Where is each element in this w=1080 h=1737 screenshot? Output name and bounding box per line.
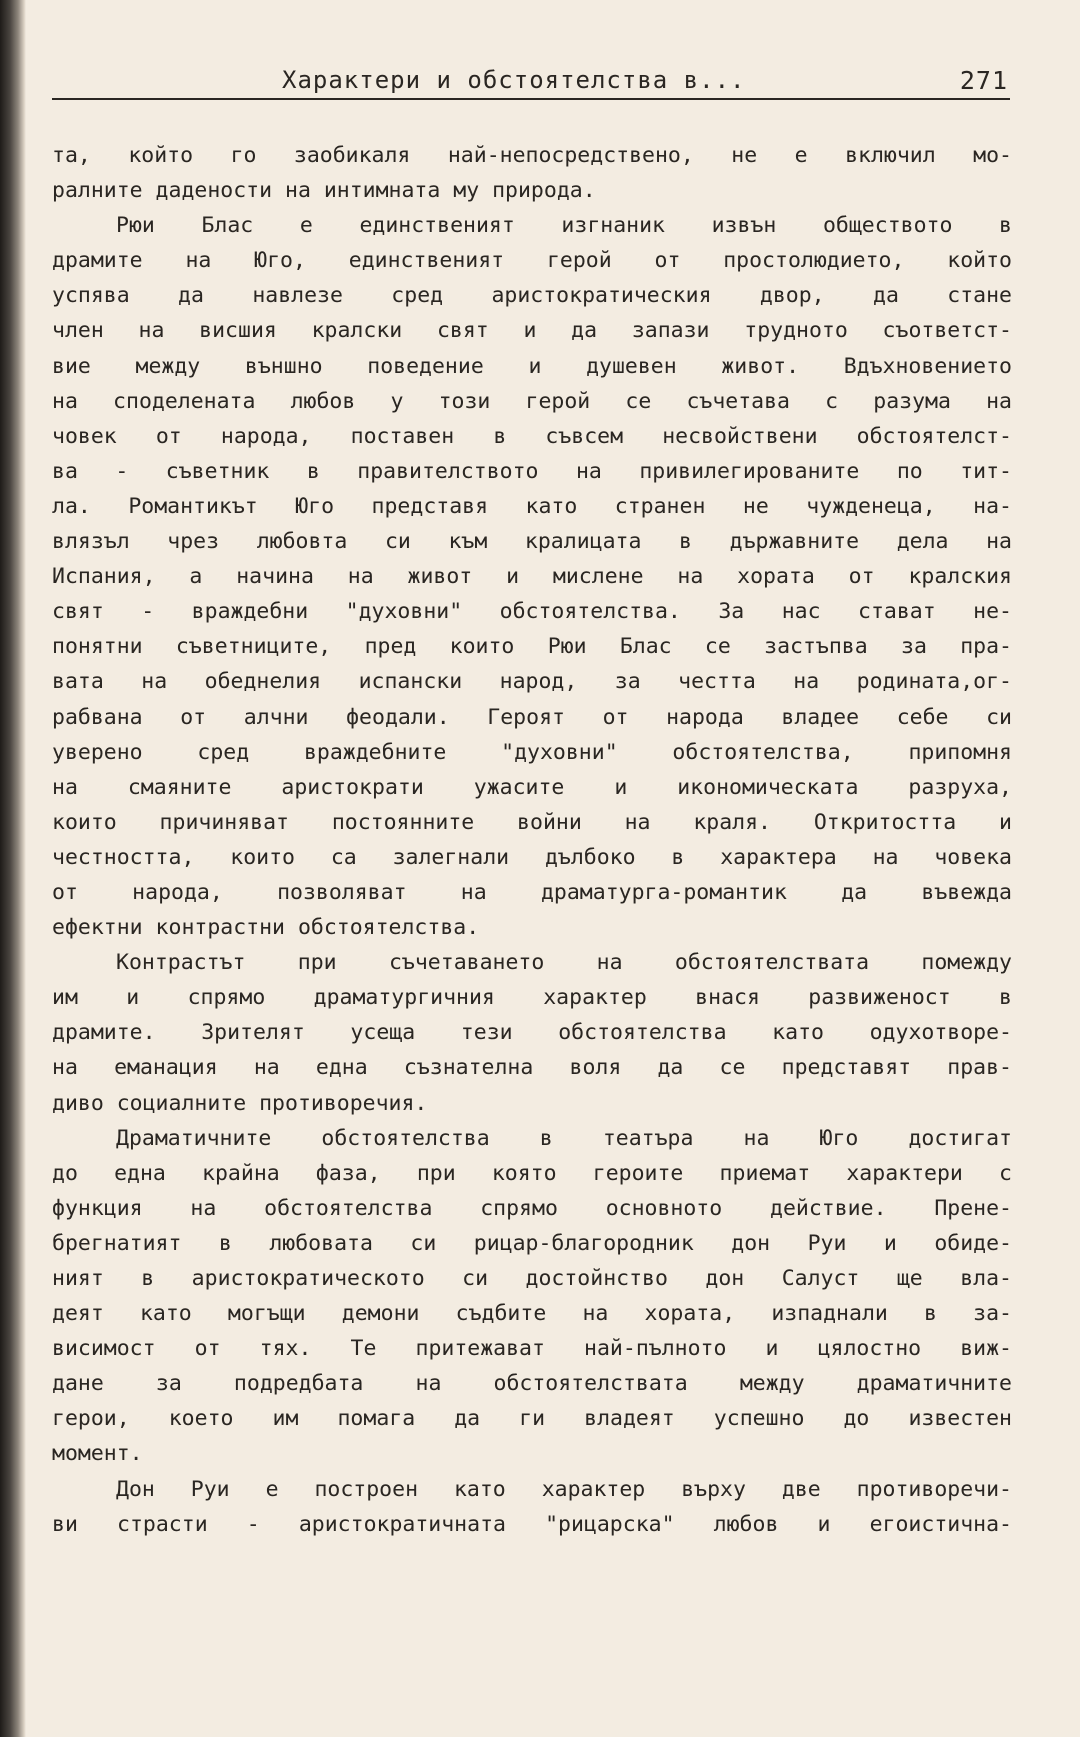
text-line: влязъл чрез любовта си към кралицата в държавните дела на <box>52 529 1012 555</box>
text-line: Драматичните обстоятелства в театъра на Юго достигат <box>116 1125 1012 1151</box>
text-line: на смаяните аристократи ужасите и икономическата разруха, <box>52 774 1012 800</box>
text-line: им и спрямо драматургичния характер внася развиженост в <box>52 985 1012 1011</box>
book-page <box>52 0 1012 1737</box>
text-line: диво социалните противоречия. <box>52 1090 428 1116</box>
text-line: честността, които са залегнали дълбоко в характера на човека <box>52 844 1012 870</box>
text-line: ва - съветник в правителството на привилегированите по тит- <box>52 458 1012 484</box>
text-line: ви страсти - аристократичната "рицарска" любов и егоистична- <box>52 1511 1012 1537</box>
text-line: Рюи Блас е единственият изгнаник извън обществото в <box>116 213 1012 239</box>
text-line: Контрастът при съчетаването на обстоятелствата помежду <box>116 950 1012 976</box>
text-line: понятни съветниците, пред които Рюи Блас се застъпва за пра- <box>52 634 1012 660</box>
text-line: свят - враждебни "духовни" обстоятелства. За нас стават не- <box>52 599 1012 625</box>
text-line: член на висшия кралски свят и да запази трудното съответст- <box>52 318 1012 344</box>
text-line: вата на обеднелия испански народ, за честта на родината,ог- <box>52 669 1012 695</box>
text-line: вие между външно поведение и душевен живот. Вдъхновението <box>52 353 1012 379</box>
text-line: функция на обстоятелства спрямо основното действие. Прене- <box>52 1195 1012 1221</box>
text-line: на еманация на една съзнателна воля да се представят прав- <box>52 1055 1012 1081</box>
text-line: драмите на Юго, единственият герой от простолюдието, който <box>52 248 1012 274</box>
text-line: висимост от тях. Те притежават най-пълното и цялостно виж- <box>52 1336 1012 1362</box>
text-line: човек от народа, поставен в съвсем несвойствени обстоятелст- <box>52 423 1012 449</box>
text-line: ният в аристократическото си достойнство дон Салуст ще вла- <box>52 1266 1012 1291</box>
header-rule <box>52 98 1010 100</box>
text-line: момент. <box>52 1441 143 1467</box>
text-line: от народа, позволяват на драматурга-романтик да въвежда <box>52 879 1012 905</box>
binding-shadow <box>0 0 26 1737</box>
text-line: Дон Руи е построен като характер върху две противоречи- <box>116 1476 1012 1502</box>
text-line: драмите. Зрителят усеща тези обстоятелства като одухотворе- <box>52 1020 1012 1046</box>
text-line: деят като могъщи демони съдбите на хората, изпаднали в за- <box>52 1301 1012 1327</box>
text-line: брегнатият в любовата си рицар-благородник дон Руи и обиде- <box>52 1230 1012 1256</box>
running-header-title: Характери и обстоятелства в... <box>282 66 746 94</box>
text-line: герои, което им помага да ги владеят успешно до известен <box>52 1406 1012 1432</box>
text-line: Испания, а начина на живот и мислене на хората от кралския <box>52 564 1012 590</box>
page-number: 271 <box>959 66 1008 95</box>
text-line: до една крайна фаза, при която героите приемат характери с <box>52 1160 1012 1186</box>
text-line: ралните дадености на интимната му природа. <box>52 178 596 204</box>
text-line: успява да навлезе сред аристократическия двор, да стане <box>52 283 1012 309</box>
text-line: уверено сред враждебните "духовни" обстоятелства, припомня <box>52 739 1012 765</box>
text-line: ла. Романтикът Юго представя като странен не чужденеца, на- <box>52 493 1012 519</box>
body-text <box>52 138 1012 1542</box>
text-line: та, който го заобикаля най-непосредствено, не е включил мо- <box>52 143 1012 168</box>
text-line: рабвана от алчни феодали. Героят от народа владее себе си <box>52 704 1012 730</box>
text-line: дане за подредбата на обстоятелствата между драматичните <box>52 1371 1012 1397</box>
text-line: които причиняват постоянните войни на краля. Откритостта и <box>52 809 1012 835</box>
text-line: ефектни контрастни обстоятелства. <box>52 915 480 941</box>
text-line: на споделената любов у този герой се съчетава с разума на <box>52 388 1012 414</box>
